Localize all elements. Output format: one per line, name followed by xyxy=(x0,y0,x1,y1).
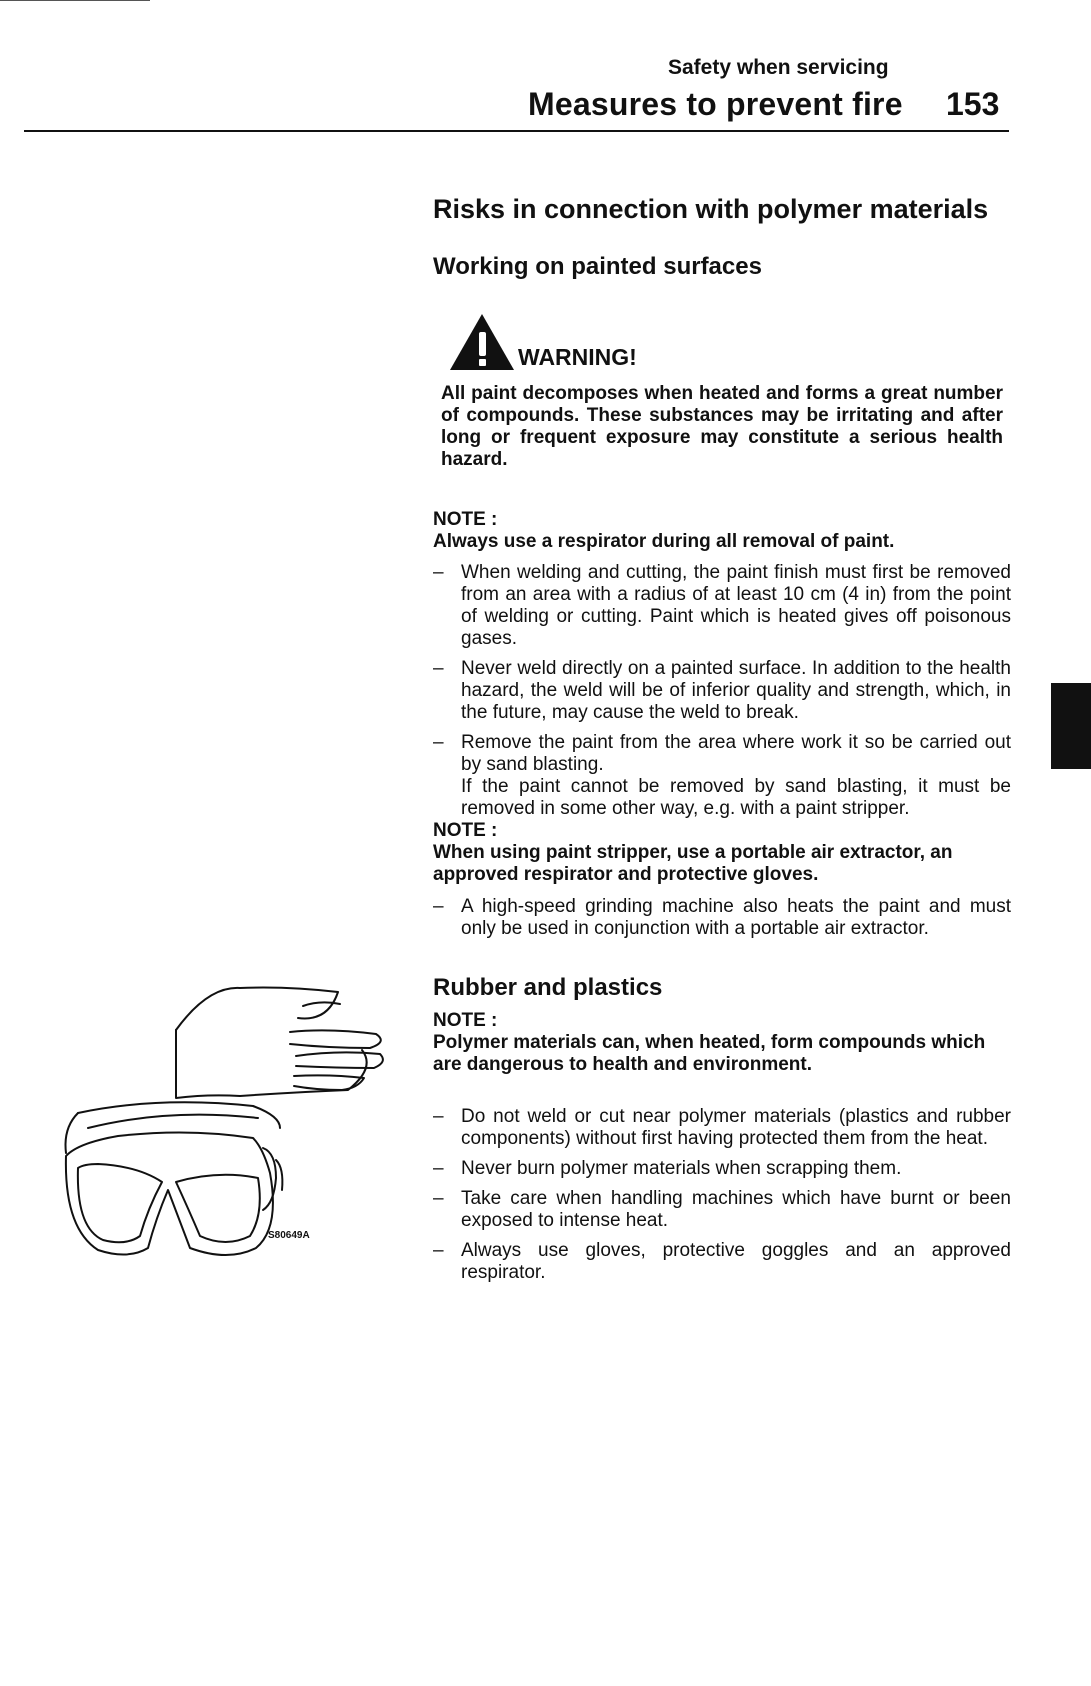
header-rule xyxy=(24,130,1009,132)
dash-bullet: – xyxy=(433,1158,444,1179)
painted-surfaces-heading: Working on painted surfaces xyxy=(433,253,762,280)
chapter-title: Measures to prevent fire xyxy=(528,86,903,122)
note-label: NOTE : xyxy=(433,1010,498,1031)
list-item-text: When welding and cutting, the paint finish must first be removed from an area with a radius of at least 10 cm (4 in) from the point of welding or cutting. Paint which is heated gives off poisonous gases. xyxy=(461,562,1011,649)
dash-bullet: – xyxy=(433,658,444,679)
main-heading: Risks in connection with polymer materials xyxy=(433,194,989,224)
dash-bullet: – xyxy=(433,1106,444,1127)
scan-edge-line xyxy=(0,0,150,1)
list-item-text: Do not weld or cut near polymer materials (plastics and rubber components) without first having protected them from the heat. xyxy=(461,1106,1011,1149)
list-item-text: A high-speed grinding machine also heats the paint and must only be used in conjunction with a portable air extractor. xyxy=(461,896,1011,939)
dash-bullet: – xyxy=(433,562,444,583)
note-text: Polymer materials can, when heated, form compounds which are dangerous to health and environment. xyxy=(433,1032,986,1075)
dash-bullet: – xyxy=(433,1240,444,1261)
warning-triangle-icon xyxy=(448,310,520,372)
list-item xyxy=(433,732,1011,820)
list-item-text: Remove the paint from the area where work it so be carried out by sand blasting. xyxy=(461,732,1011,775)
rubber-plastics-heading: Rubber and plastics xyxy=(433,974,663,1001)
warning-text: All paint decomposes when heated and forms a great number of compounds. These substances may be irritating and after long or frequent exposure may constitute a serious health hazard. xyxy=(441,383,1003,470)
page-number: 153 xyxy=(946,86,1000,122)
note-label: NOTE : xyxy=(433,820,498,841)
note-respirator xyxy=(433,509,1011,553)
list-item-text: Never burn polymer materials when scrapping them. xyxy=(461,1158,902,1179)
dash-bullet: – xyxy=(433,896,444,917)
grinding-instructions xyxy=(433,896,1011,948)
list-item-text: Take care when handling machines which have burnt or been exposed to intense heat. xyxy=(461,1188,1011,1231)
note-text: When using paint stripper, use a portable air extractor, an approved respirator and protective gloves. xyxy=(433,842,953,885)
goggles-icon xyxy=(66,1102,283,1255)
note-paint-stripper xyxy=(433,820,1011,886)
protective-gear-illustration xyxy=(58,978,418,1278)
list-item xyxy=(433,1240,1011,1284)
note-text: Always use a respirator during all removal of paint. xyxy=(433,531,895,552)
chapter-thumb-tab xyxy=(1051,683,1091,769)
warning-label: WARNING! xyxy=(518,344,637,370)
list-item xyxy=(433,562,1011,650)
painted-instructions xyxy=(433,562,1011,828)
running-section-title: Safety when servicing xyxy=(668,56,889,79)
list-item xyxy=(433,1106,1011,1150)
list-item-text: Always use gloves, protective goggles and an approved respirator. xyxy=(461,1240,1011,1283)
list-item-text: Never weld directly on a painted surface. In addition to the health hazard, the weld will be of inferior quality and strength, which, in the future, may cause the weld to break. xyxy=(461,658,1011,723)
list-item xyxy=(433,1158,1011,1180)
list-item xyxy=(433,896,1011,940)
list-item xyxy=(433,1188,1011,1232)
dash-bullet: – xyxy=(433,1188,444,1209)
figure-id: S80649A xyxy=(268,1230,310,1241)
glove-icon xyxy=(176,988,383,1099)
polymer-instructions xyxy=(433,1106,1011,1292)
dash-bullet: – xyxy=(433,732,444,753)
note-polymer xyxy=(433,1010,1011,1076)
list-item-extra: If the paint cannot be removed by sand blasting, it must be removed in some other way, e.g. with a paint stripper. xyxy=(461,776,1011,819)
list-item xyxy=(433,658,1011,724)
note-label: NOTE : xyxy=(433,509,498,530)
